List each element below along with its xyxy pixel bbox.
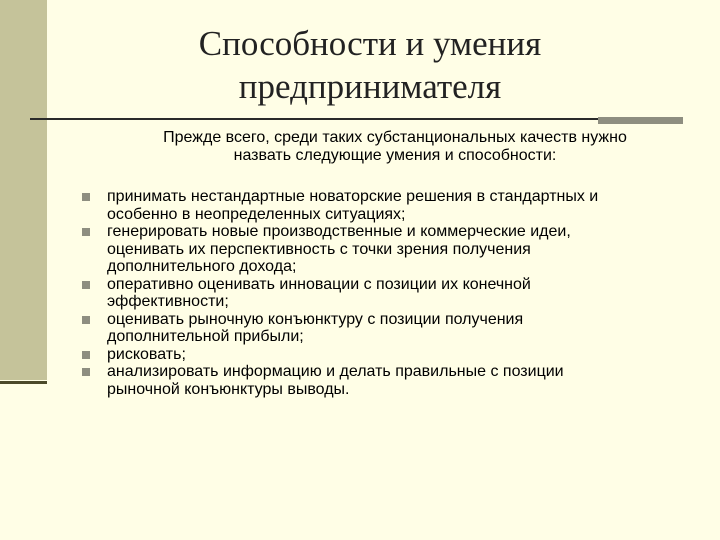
bullet-item	[80, 363, 680, 398]
title-line-1: Способности и умения	[198, 24, 542, 63]
bullet-text-line: генерировать новые производственные и коммерческие идеи,	[107, 223, 571, 240]
bullet-item	[80, 188, 680, 223]
bullet-item	[80, 311, 680, 346]
intro-line-2: назвать следующие умения и способности:	[233, 147, 557, 164]
bullet-text-line: принимать нестандартные новаторские решения в стандартных и	[107, 188, 599, 205]
bullet-text-line: эффективности;	[107, 293, 229, 310]
bullet-text-line: оценивать их перспективность с точки зрения получения	[107, 240, 531, 258]
bullet-text-line: рисковать;	[107, 345, 186, 363]
square-bullet-icon	[82, 351, 90, 359]
intro-text	[100, 129, 690, 165]
bullet-item	[80, 223, 680, 276]
bullet-text-line: особенно в неопределенных ситуациях;	[107, 205, 406, 223]
bullet-item	[80, 276, 680, 311]
square-bullet-icon	[82, 228, 90, 236]
bullet-text-line: оперативно оценивать инновации с позиции их конечной	[107, 275, 531, 293]
title-divider	[30, 118, 683, 120]
bullet-list	[80, 188, 680, 398]
bullet-text-line: дополнительной прибыли;	[107, 328, 304, 345]
square-bullet-icon	[82, 193, 90, 201]
square-bullet-icon	[82, 316, 90, 324]
decorative-side-bar	[0, 0, 47, 380]
bullet-text-line: оценивать рыночную конъюнктуру с позиции получения	[107, 310, 524, 328]
title-line-2: предпринимателя	[238, 67, 502, 106]
bullet-text-line: анализировать информацию и делать правильные с позиции	[107, 363, 564, 380]
side-bar-underline	[0, 381, 47, 384]
square-bullet-icon	[82, 281, 90, 289]
square-bullet-icon	[82, 368, 90, 376]
bullet-text-line: рыночной конъюнктуры выводы.	[107, 380, 350, 398]
intro-line-1: Прежде всего, среди таких субстанциональных качеств нужно	[163, 129, 627, 146]
title-divider-accent	[598, 117, 683, 124]
slide-title	[120, 22, 620, 108]
bullet-item	[80, 346, 680, 364]
bullet-text-line: дополнительного дохода;	[107, 258, 297, 275]
